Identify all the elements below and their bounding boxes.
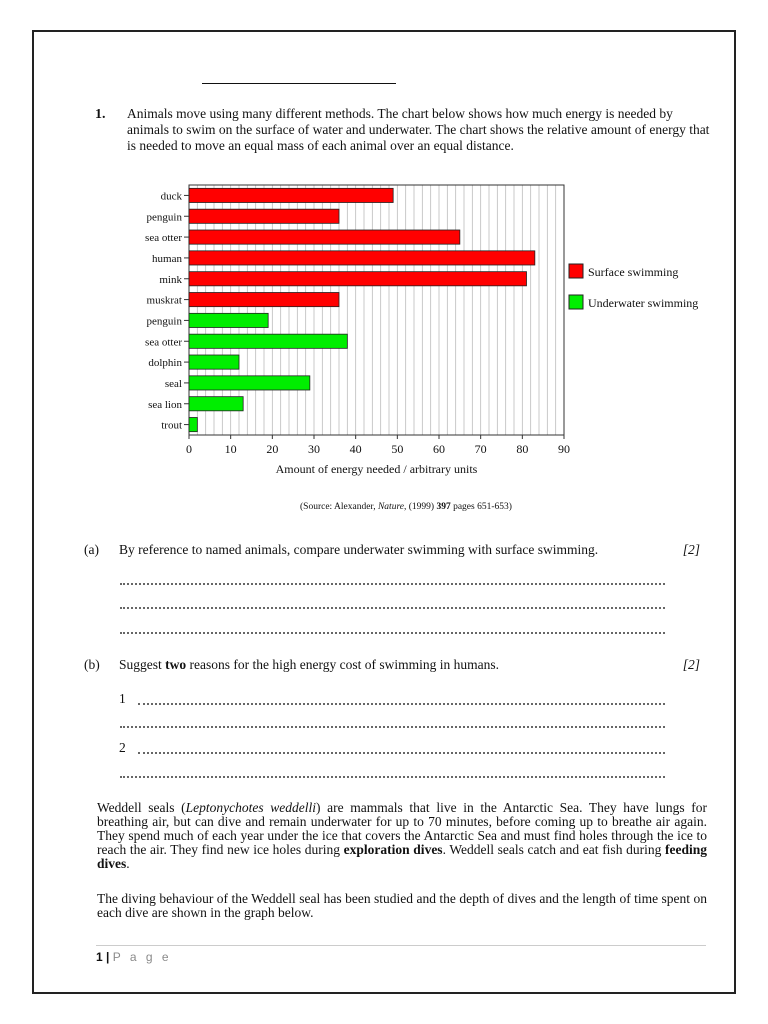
x-tick-label: 30 [308,442,320,456]
bar [189,293,339,307]
question-intro: Animals move using many different methods. The chart below shows how much energy is needed by animals to swim on the surface of water and underwater. The chart shows the relative amount of energy that is needed to move an equal mass of each animal over an equal distance. [127,106,710,153]
category-label: sea lion [148,398,182,411]
part-a-label: (a) [84,542,99,557]
bar [189,334,347,348]
x-tick-label: 60 [433,442,445,456]
legend-swatch [569,264,583,278]
answer-line-b1-cont[interactable] [120,726,665,728]
chart-source: (Source: Alexander, Nature, (1999) 397 pages 651-653) [300,502,512,512]
bar [189,418,197,432]
part-b-question: Suggest two reasons for the high energy cost of swimming in humans. [119,657,499,672]
name-line [202,83,396,84]
category-label: sea otter [145,336,182,349]
answer-line-a1[interactable] [120,583,665,585]
category-label: penguin [146,315,182,328]
answer-number-2: 2 [119,740,126,755]
part-a-question: By reference to named animals, compare underwater swimming with surface swimming. [119,542,599,557]
answer-number-1: 1 [119,691,126,706]
answer-line-b2[interactable] [138,752,665,754]
legend-label: Underwater swimming [588,296,699,310]
bar [189,272,527,286]
bar [189,188,393,202]
bar [189,355,239,369]
x-tick-label: 90 [558,442,570,456]
page-footer: 1 | P a g e [96,950,172,964]
legend-label: Surface swimming [588,265,679,279]
category-label: sea otter [145,232,182,245]
x-tick-label: 70 [474,442,487,456]
part-b-label: (b) [84,657,100,672]
x-tick-label: 80 [516,442,529,456]
legend-swatch [569,295,583,309]
diving-behaviour-paragraph: The diving behaviour of the Weddell seal has been studied and the depth of dives and the length of time spent on each dive are shown in the graph below. [97,891,707,920]
bar [189,251,535,265]
x-tick-label: 40 [349,442,362,456]
x-tick-label: 0 [186,442,192,456]
part-a-marks: [2] [682,542,700,557]
x-axis-label: Amount of energy needed / arbitrary units [275,462,478,476]
energy-bar-chart [90,180,720,485]
category-label: penguin [146,211,182,224]
answer-line-a3[interactable] [120,632,665,634]
category-label: dolphin [148,357,182,370]
category-label: seal [164,377,182,390]
category-label: human [152,252,182,265]
bar [189,376,310,390]
bar [189,230,460,244]
category-label: muskrat [146,294,182,307]
bar [189,209,339,223]
answer-line-a2[interactable] [120,607,665,609]
x-tick-label: 10 [224,442,237,456]
category-label: duck [160,190,182,203]
answer-line-b1[interactable] [138,703,665,705]
x-tick-label: 50 [391,442,404,456]
part-b-marks: [2] [682,657,700,672]
footer-divider [96,945,706,946]
weddell-seal-paragraph: Weddell seals (Leptonychotes weddelli) are mammals that live in the Antarctic Sea. They have lungs for breathing air, but can dive and remain underwater for up to 70 minutes, before coming up to breathe air again. They spend much of each year under the ice that covers the Antarctic Sea and must find holes through the ice to reach the air. They find new ice holes during exploration dives. Weddell seals catch and eat fish during feeding dives. [97,800,707,871]
bar [189,313,268,327]
answer-line-b2-cont[interactable] [120,776,665,778]
x-tick-label: 20 [266,442,279,456]
category-label: mink [159,273,182,286]
question-number: 1. [95,107,106,122]
category-label: trout [161,419,182,432]
bar [189,397,243,411]
